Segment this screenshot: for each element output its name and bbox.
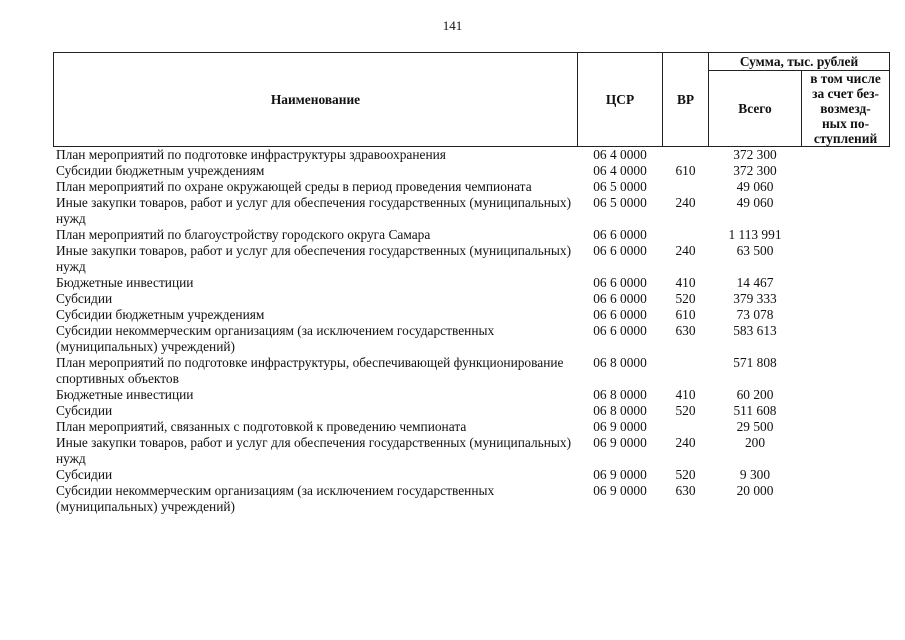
row-csr: 06 6 0000 <box>593 307 647 322</box>
row-free <box>802 195 890 227</box>
row-total: 372 300 <box>733 147 777 162</box>
row-vr: 410 <box>675 387 696 402</box>
row-name: Субсидии некоммерческим организациям (за исключением государственных (муниципальных) учреждений) <box>56 483 495 514</box>
table-row <box>54 291 890 307</box>
row-csr: 06 4 0000 <box>593 147 647 162</box>
header-vr: ВР <box>663 53 709 147</box>
row-csr: 06 5 0000 <box>593 179 647 194</box>
table-row <box>54 467 890 483</box>
row-csr: 06 9 0000 <box>593 483 647 498</box>
row-csr: 06 6 0000 <box>593 227 647 242</box>
row-total: 63 500 <box>736 243 774 258</box>
row-total: 20 000 <box>736 483 774 498</box>
row-free <box>802 227 890 243</box>
header-free-line-4: ных по- <box>821 116 870 131</box>
row-free <box>802 163 890 179</box>
row-csr: 06 9 0000 <box>593 419 647 434</box>
row-free <box>802 403 890 419</box>
row-vr <box>663 179 709 195</box>
table-header <box>54 53 890 147</box>
row-vr: 520 <box>675 403 696 418</box>
table-row <box>54 435 890 467</box>
header-free-line-5: ступлений <box>813 131 878 146</box>
row-vr: 240 <box>675 435 696 450</box>
row-vr: 240 <box>675 243 696 258</box>
table-row <box>54 307 890 323</box>
row-csr: 06 8 0000 <box>593 403 647 418</box>
row-csr: 06 5 0000 <box>593 195 647 210</box>
header-free-line-2: за счет без- <box>812 86 879 101</box>
row-vr <box>663 355 709 387</box>
row-total: 9 300 <box>739 467 771 482</box>
header-total: Всего <box>709 71 802 147</box>
row-name: Субсидии бюджетным учреждениям <box>56 163 265 178</box>
table-row <box>54 227 890 243</box>
row-total: 1 113 991 <box>728 227 782 242</box>
row-name: План мероприятий, связанных с подготовкой к проведению чемпионата <box>56 419 467 434</box>
row-csr: 06 6 0000 <box>593 243 647 258</box>
table-row <box>54 275 890 291</box>
row-total: 571 808 <box>733 355 777 370</box>
page-number: 141 <box>442 18 463 33</box>
table-row <box>54 323 890 355</box>
header-free-line-1: в том числе <box>810 71 881 86</box>
row-name: Субсидии <box>56 291 113 306</box>
row-vr: 520 <box>675 467 696 482</box>
row-name: Субсидии <box>56 403 113 418</box>
row-vr: 610 <box>675 163 696 178</box>
table-row <box>54 419 890 435</box>
row-name: План мероприятий по благоустройству городского округа Самара <box>56 227 431 242</box>
row-name: Иные закупки товаров, работ и услуг для обеспечения государственных (муниципальных) нужд <box>56 195 572 226</box>
budget-table <box>53 52 890 515</box>
row-vr: 410 <box>675 275 696 290</box>
row-total: 73 078 <box>736 307 774 322</box>
row-name: Иные закупки товаров, работ и услуг для обеспечения государственных (муниципальных) нужд <box>56 435 572 466</box>
row-vr: 610 <box>675 307 696 322</box>
row-free <box>802 435 890 467</box>
row-vr <box>663 147 709 164</box>
row-free <box>802 419 890 435</box>
row-csr: 06 4 0000 <box>593 163 647 178</box>
row-name: План мероприятий по подготовке инфраструктуры здравоохранения <box>56 147 446 162</box>
header-free <box>802 71 890 147</box>
row-name: План мероприятий по подготовке инфраструктуры, обеспечивающей функционирование спортивных объектов <box>56 355 564 386</box>
table-row <box>54 163 890 179</box>
header-free-line-3: возмезд- <box>820 101 871 116</box>
row-total: 49 060 <box>736 179 774 194</box>
table-row <box>54 355 890 387</box>
row-vr: 630 <box>675 323 696 338</box>
table-row <box>54 403 890 419</box>
row-csr: 06 9 0000 <box>593 435 647 450</box>
row-free <box>802 307 890 323</box>
row-free <box>802 483 890 515</box>
row-csr: 06 6 0000 <box>593 291 647 306</box>
table-row <box>54 243 890 275</box>
row-total: 49 060 <box>736 195 774 210</box>
row-total: 14 467 <box>736 275 774 290</box>
table-row <box>54 195 890 227</box>
row-vr: 240 <box>675 195 696 210</box>
row-csr: 06 8 0000 <box>593 387 647 402</box>
row-free <box>802 323 890 355</box>
row-name: Иные закупки товаров, работ и услуг для обеспечения государственных (муниципальных) нужд <box>56 243 572 274</box>
table-row <box>54 387 890 403</box>
row-total: 29 500 <box>736 419 774 434</box>
header-csr: ЦСР <box>578 53 663 147</box>
row-name: Бюджетные инвестиции <box>56 275 194 290</box>
row-free <box>802 243 890 275</box>
row-csr: 06 6 0000 <box>593 275 647 290</box>
header-sum: Сумма, тыс. рублей <box>709 53 890 71</box>
row-total: 379 333 <box>733 291 777 306</box>
row-csr: 06 6 0000 <box>593 323 647 338</box>
row-total: 372 300 <box>733 163 777 178</box>
row-free <box>802 291 890 307</box>
row-name: Субсидии бюджетным учреждениям <box>56 307 265 322</box>
row-total: 200 <box>744 435 766 450</box>
row-free <box>802 179 890 195</box>
row-total: 511 608 <box>733 403 777 418</box>
row-csr: 06 9 0000 <box>593 467 647 482</box>
row-name: Субсидии некоммерческим организациям (за исключением государственных (муниципальных) учреждений) <box>56 323 495 354</box>
row-total: 583 613 <box>733 323 777 338</box>
row-free <box>802 355 890 387</box>
table-row <box>54 483 890 515</box>
row-free <box>802 467 890 483</box>
row-total: 60 200 <box>736 387 774 402</box>
row-name: План мероприятий по охране окружающей среды в период проведения чемпионата <box>56 179 532 194</box>
row-vr: 630 <box>675 483 696 498</box>
row-name: Бюджетные инвестиции <box>56 387 194 402</box>
row-free <box>802 387 890 403</box>
table-row <box>54 147 890 164</box>
row-free <box>802 275 890 291</box>
row-name: Субсидии <box>56 467 113 482</box>
row-vr <box>663 419 709 435</box>
header-name: Наименование <box>54 53 578 147</box>
row-vr: 520 <box>675 291 696 306</box>
table-body <box>54 147 890 516</box>
row-vr <box>663 227 709 243</box>
table-row <box>54 179 890 195</box>
row-csr: 06 8 0000 <box>593 355 647 370</box>
row-free <box>802 147 890 164</box>
